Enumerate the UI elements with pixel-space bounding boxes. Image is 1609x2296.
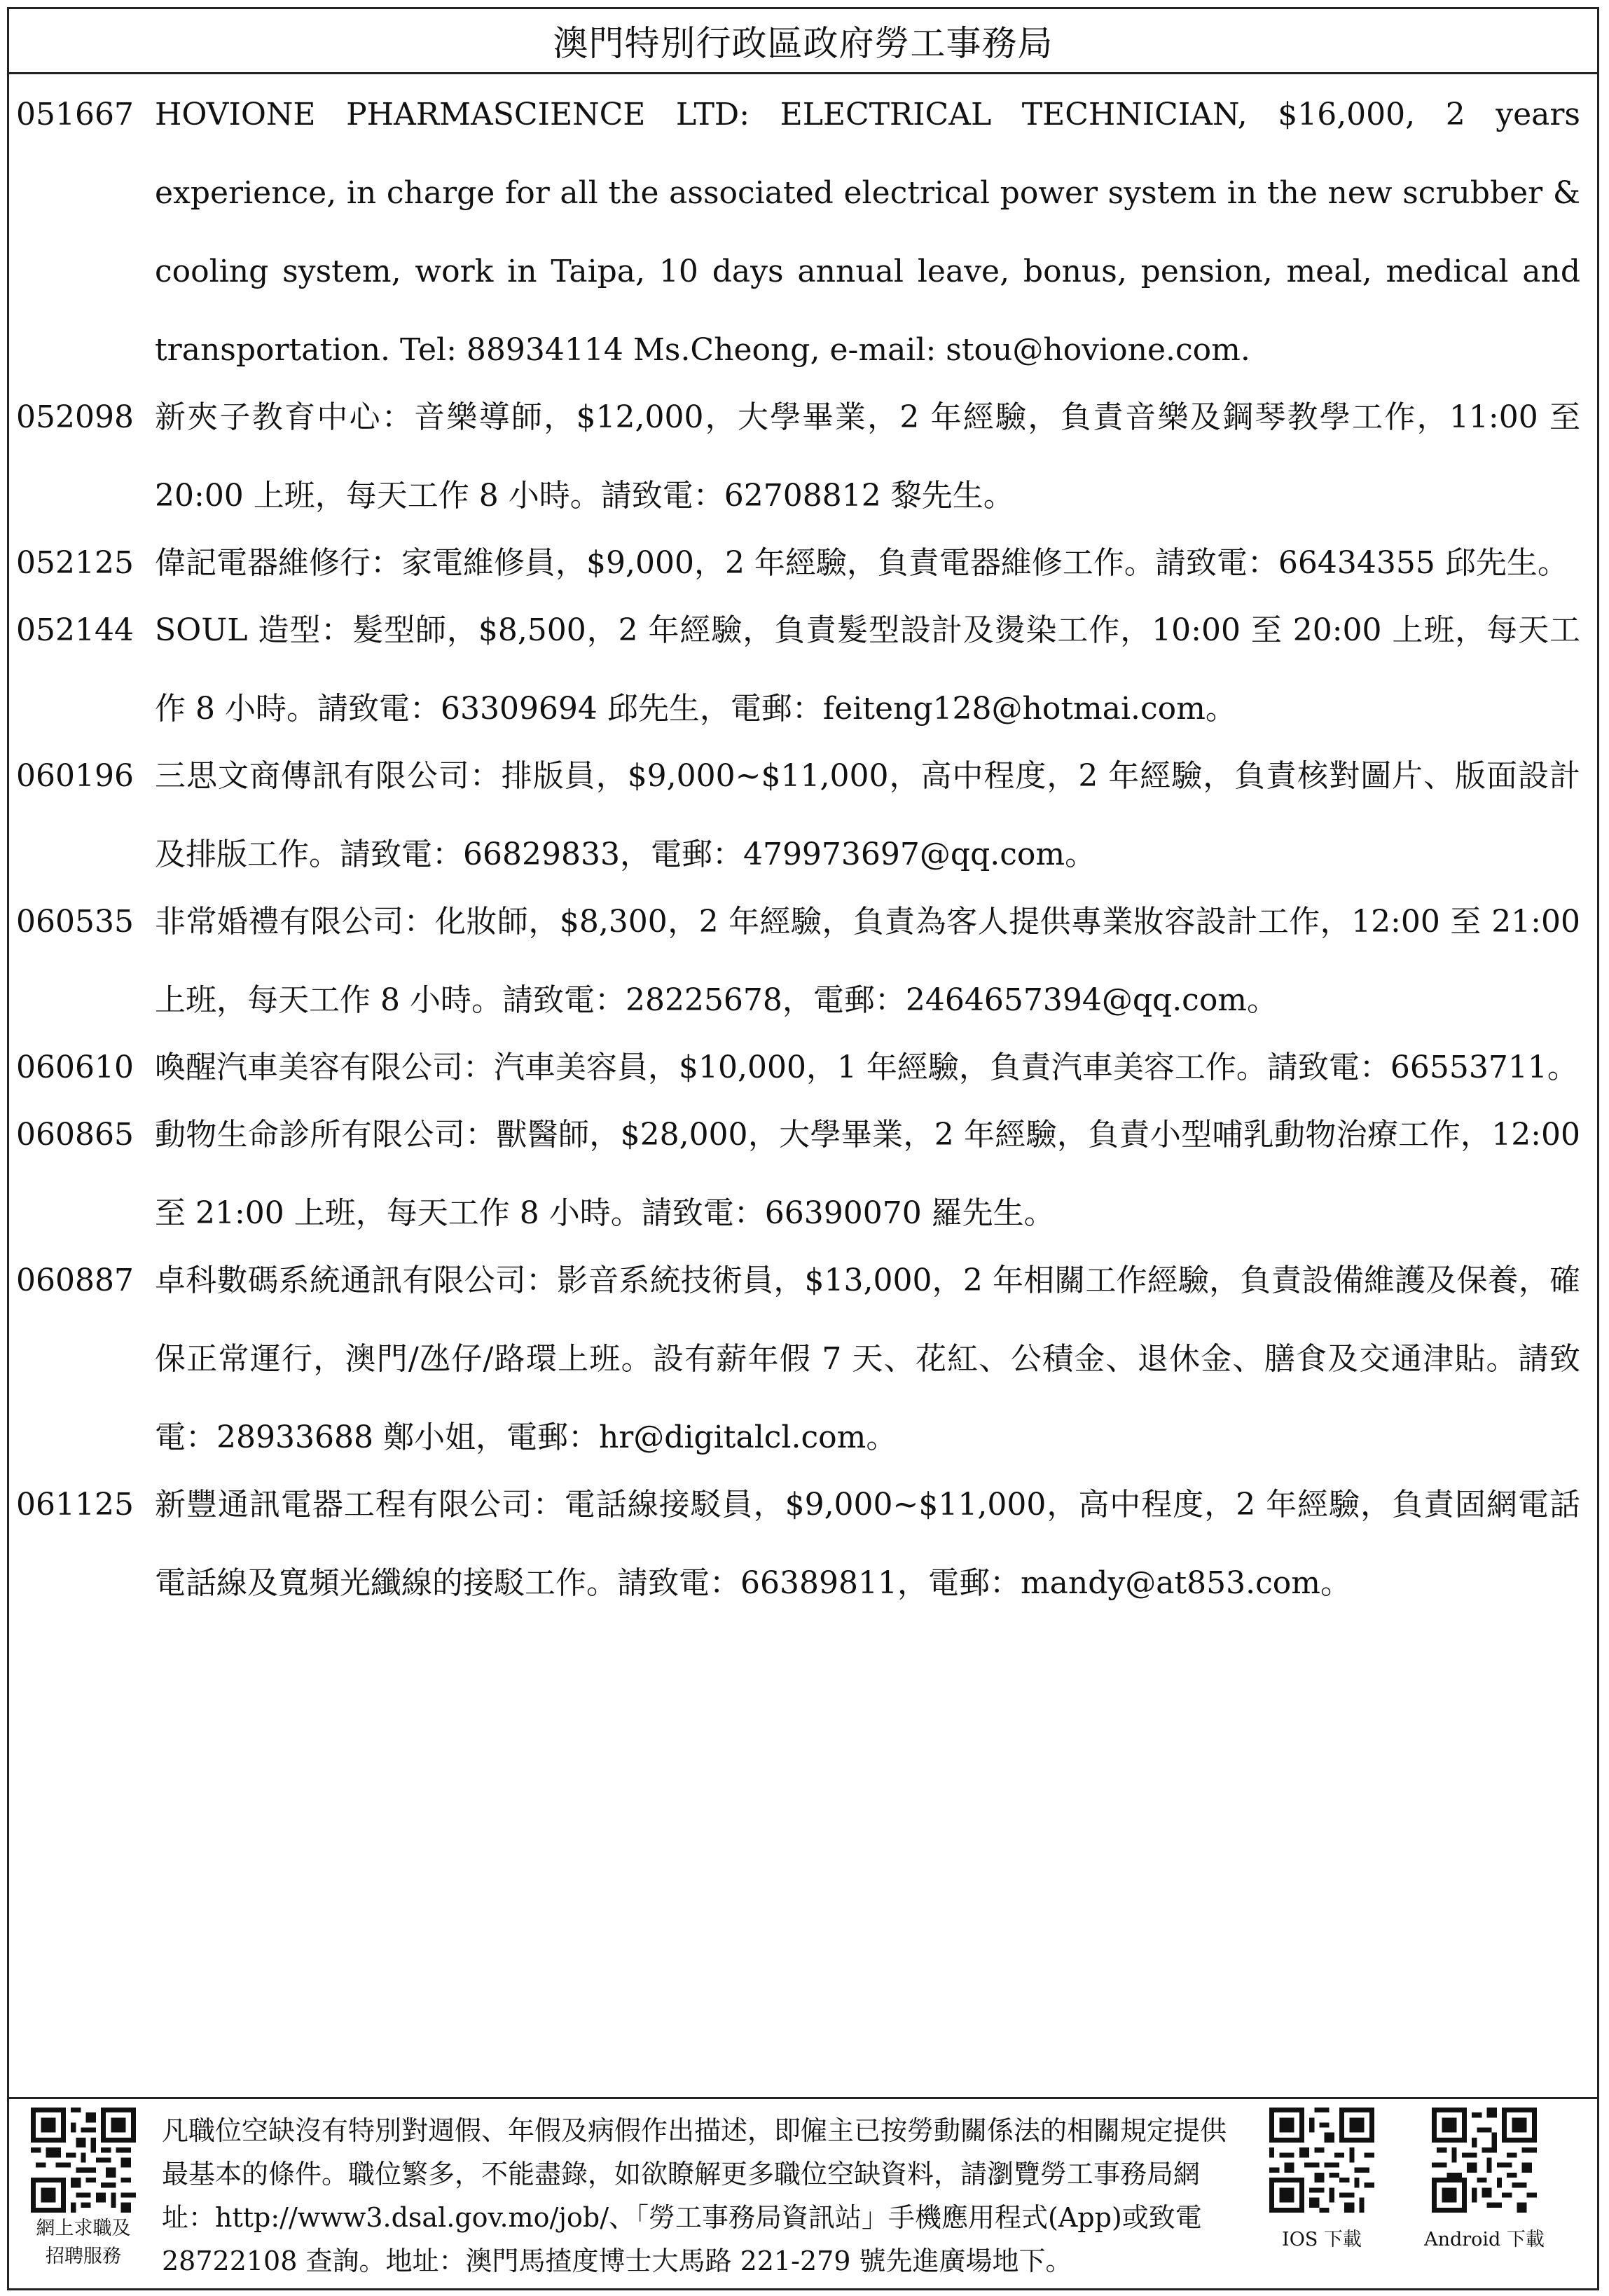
listing-060887 [9, 1261, 1597, 1477]
listing-060865 [9, 1115, 1597, 1253]
job-code: 052144 [16, 612, 134, 648]
job-code: 060535 [16, 904, 134, 940]
qr-code-icon [1432, 2108, 1537, 2213]
job-description: 動物生命診所有限公司：獸醫師，$28,000，大學畢業，2 年經驗，負責小型哺乳動物治療工作，12:00 至 21:00 上班，每天工作 8 小時。請致電：66390070 羅先生。 [155, 1117, 1580, 1231]
android-download-label: Android 下載 [1424, 2229, 1545, 2250]
qr-label-line1: 網上求職及 [36, 2218, 131, 2239]
job-code: 052098 [16, 399, 134, 435]
ios-download-qr[interactable] [1260, 2108, 1383, 2252]
android-download-qr[interactable] [1423, 2108, 1546, 2252]
qr-code-icon [31, 2108, 136, 2213]
listing-051667 [9, 95, 1597, 390]
listing-061125 [9, 1485, 1597, 1623]
job-code: 060196 [16, 758, 134, 794]
ios-download-label: IOS 下載 [1282, 2229, 1362, 2250]
job-description: 三思文商傳訊有限公司：排版員，$9,000~$11,000，高中程度，2 年經驗，負責核對圖片、版面設計及排版工作。請致電：66829833，電郵：479973697@qq.com。 [155, 758, 1580, 872]
listing-052098 [9, 398, 1597, 535]
job-description: SOUL 造型：髮型師，$8,500，2 年經驗，負責髮型設計及燙染工作，10:00 至 20:00 上班，每天工作 8 小時。請致電：63309694 邱先生，電郵：feiteng128@hotmai.com。 [155, 612, 1580, 727]
job-code: 060865 [16, 1117, 134, 1153]
footer [9, 2097, 1597, 2292]
job-description: 偉記電器維修行：家電維修員，$9,000，2 年經驗，負責電器維修工作。請致電：66434355 邱先生。 [155, 545, 1568, 581]
job-code: 051667 [16, 97, 134, 132]
job-code: 060887 [16, 1263, 134, 1298]
listing-060196 [9, 757, 1597, 894]
job-description: 新夾子教育中心：音樂導師，$12,000，大學畢業，2 年經驗，負責音樂及鋼琴教學工作，11:00 至 20:00 上班，每天工作 8 小時。請致電：62708812 黎先生。 [155, 399, 1580, 514]
page-title: 澳門特別行政區政府勞工事務局 [9, 9, 1597, 74]
footer-notice: 凡職位空缺沒有特別對週假、年假及病假作出描述，即僱主已按勞動關係法的相關規定提供最基本的條件。職位繁多，不能盡錄，如欲瞭解更多職位空缺資料，請瀏覽勞工事務局網址：http://www3.dsal.gov.mo/job/、「勞工事務局資訊站」手機應用程式(App)或致電 28722108 查詢。地址：澳門馬揸度博士大馬路 221-279 號先進廣場地下。 [162, 2115, 1227, 2276]
qr-label-line2: 招聘服務 [46, 2246, 121, 2267]
document-frame [7, 7, 1599, 2290]
job-description: HOVIONE PHARMASCIENCE LTD: ELECTRICAL TECHNICIAN, $16,000, 2 years experience, in charge for all the associated electrical power system in the new scrubber & cooling system, work in Taipa, 10 days annual leave, bonus, pension, meal, medical and transportation. Tel: 88934114 Ms.Cheong, e-mail: stou@hovione.com. [155, 97, 1580, 368]
job-listings [9, 95, 1597, 1631]
job-code: 052125 [16, 545, 134, 581]
job-description: 喚醒汽車美容有限公司：汽車美容員，$10,000，1 年經驗，負責汽車美容工作。請致電：66553711。 [155, 1050, 1578, 1085]
job-description: 新豐通訊電器工程有限公司：電話線接駁員，$9,000~$11,000，高中程度，2 年經驗，負責固網電話電話線及寬頻光纖線的接駁工作。請致電：66389811，電郵：mandy@at853.com。 [155, 1487, 1580, 1601]
job-code: 060610 [16, 1050, 134, 1085]
job-description: 非常婚禮有限公司：化妝師，$8,300，2 年經驗，負責為客人提供專業妝容設計工作，12:00 至 21:00 上班，每天工作 8 小時。請致電：28225678，電郵：2464657394@qq.com。 [155, 904, 1580, 1018]
online-job-service-qr[interactable] [22, 2108, 145, 2269]
listing-052144 [9, 611, 1597, 748]
qr-code-icon [1269, 2108, 1374, 2213]
job-description: 卓科數碼系統通訊有限公司：影音系統技術員，$13,000，2 年相關工作經驗，負責設備維護及保養，確保正常運行，澳門/氹仔/路環上班。設有薪年假 7 天、花紅、公積金、退休金、膳食及交通津貼。請致電：28933688 鄭小姐，電郵：hr@digitalcl.com。 [155, 1263, 1580, 1455]
job-code: 061125 [16, 1487, 134, 1522]
listing-060535 [9, 902, 1597, 1040]
